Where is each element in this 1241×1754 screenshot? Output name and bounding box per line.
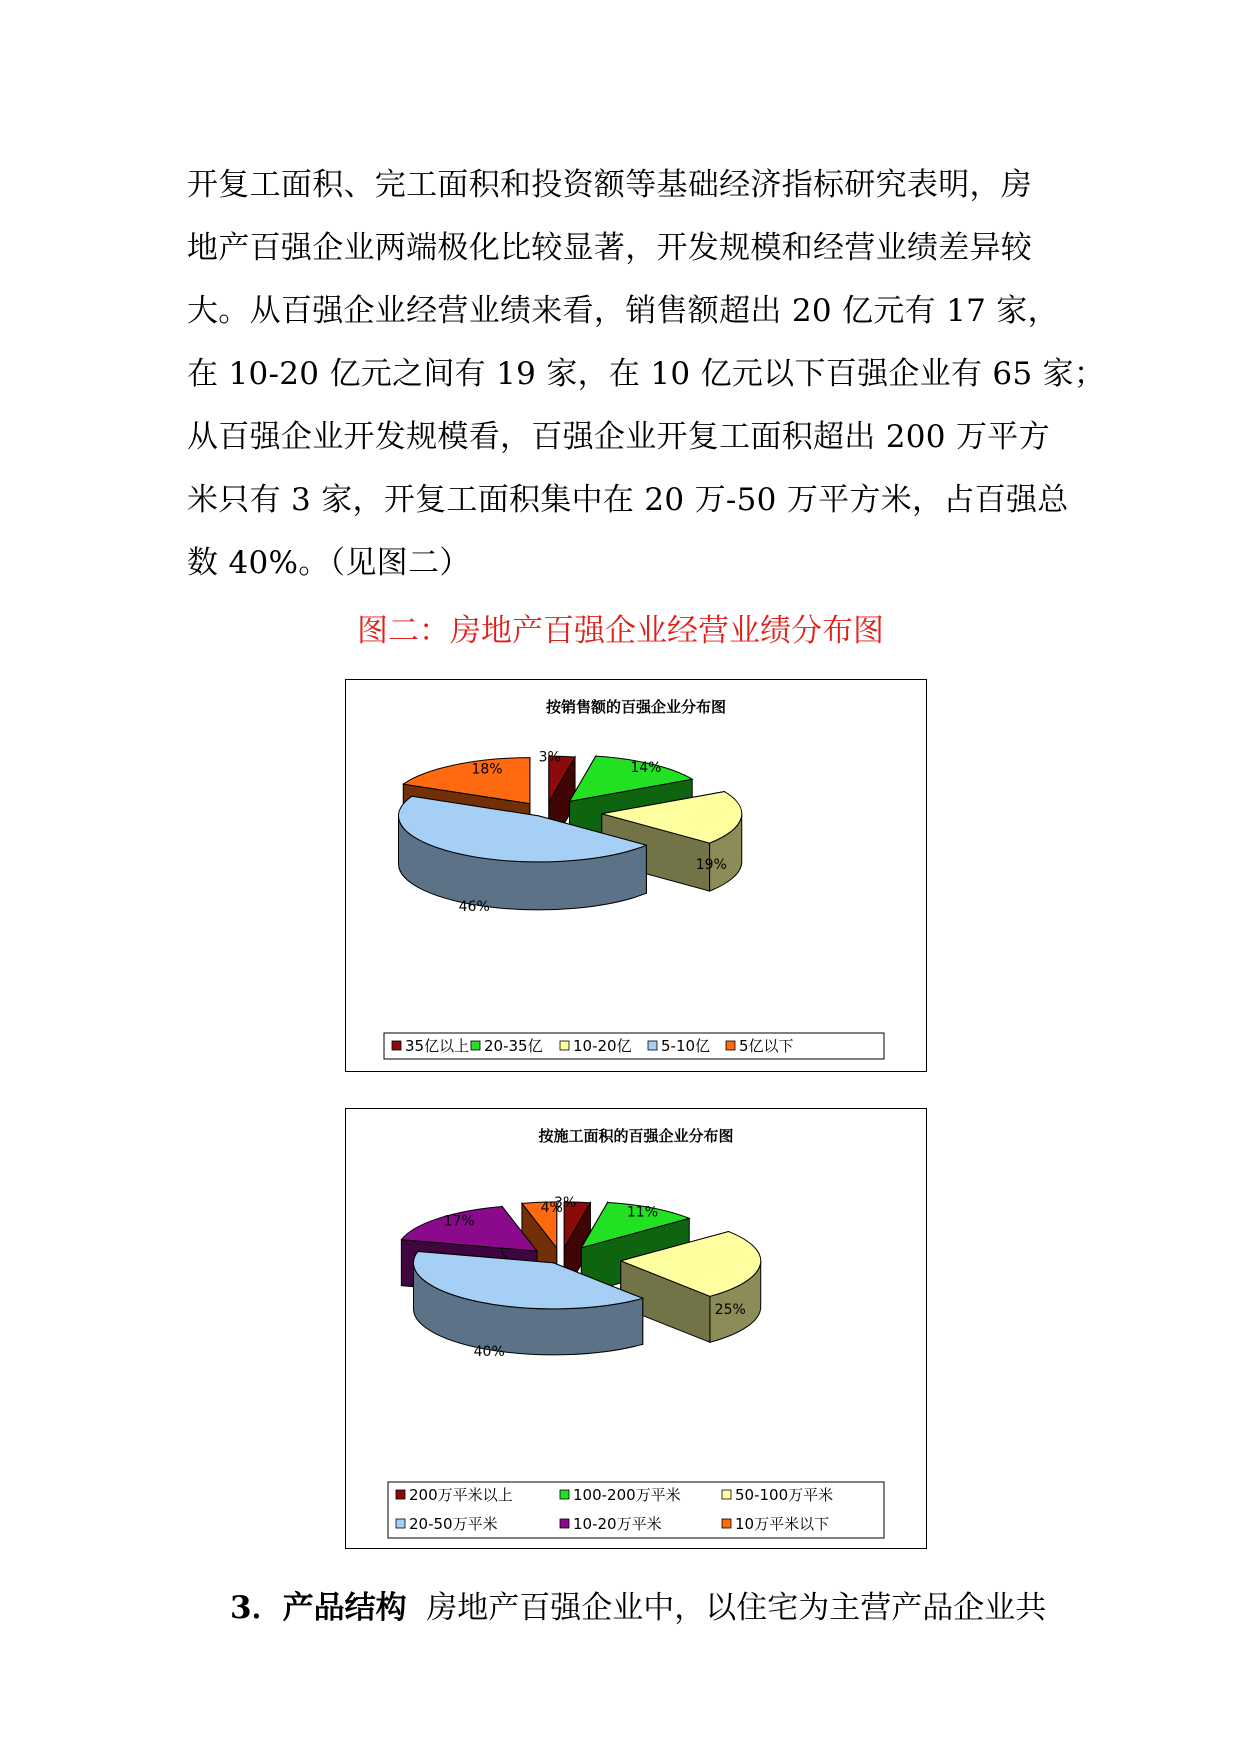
chart-title: 按施工面积的百强企业分布图: [538, 1127, 734, 1145]
legend-swatch: [560, 1519, 569, 1528]
paragraph-line: 从百强企业开发规模看，百强企业开复工面积超出 200 万平方: [187, 419, 1050, 455]
paragraph-line: 数 40%。（见图二）: [187, 545, 471, 581]
legend-entry: 10万平米以下: [735, 1515, 830, 1533]
legend-swatch: [726, 1041, 735, 1050]
chart-title: 按销售额的百强企业分布图: [545, 698, 727, 716]
legend-entry: 200万平米以上: [409, 1486, 513, 1504]
legend-swatch: [560, 1041, 569, 1050]
body-paragraph: [187, 154, 1106, 595]
paragraph-line: 开复工面积、完工面积和投资额等基础经济指标研究表明，房: [187, 167, 1033, 203]
pie-slice-label: 17%: [443, 1213, 475, 1230]
pie-slice-label: 19%: [695, 856, 727, 873]
pie-slice-label: 3%: [554, 1195, 577, 1212]
section-text: 房地产百强企业中，以住宅为主营产品企业共: [426, 1590, 1047, 1626]
paragraph-line: 大。从百强企业经营业绩来看，销售额超出 20 亿元有 17 家，: [187, 293, 1059, 329]
legend-swatch: [560, 1490, 569, 1499]
legend-entry: 10-20亿: [573, 1037, 632, 1055]
legend-swatch: [722, 1519, 731, 1528]
pie-slice-label: 25%: [714, 1302, 746, 1319]
legend-entry: 20-50万平米: [409, 1515, 498, 1533]
legend-swatch: [471, 1041, 480, 1050]
pie-slice-label: 4%: [540, 1200, 563, 1217]
pie-slice-label: 46%: [458, 899, 490, 916]
legend-swatch: [392, 1041, 401, 1050]
pie-slice-label: 18%: [471, 761, 503, 778]
sales-pie-svg: [346, 680, 926, 1071]
legend-entry: 5-10亿: [661, 1037, 711, 1055]
legend-entry: 5亿以下: [739, 1037, 794, 1055]
chart-legend: [388, 1482, 884, 1538]
legend-swatch: [396, 1519, 405, 1528]
pie-slice-label: 3%: [538, 749, 561, 766]
legend-swatch: [648, 1041, 657, 1050]
legend-entry: 100-200万平米: [573, 1486, 681, 1504]
pie-slice-label: 40%: [473, 1344, 505, 1361]
paragraph-line: 地产百强企业两端极化比较显著，开发规模和经营业绩差异较: [187, 230, 1033, 266]
legend-swatch: [396, 1490, 405, 1499]
section-heading: [230, 1583, 1046, 1633]
pie-slice-label: 11%: [626, 1204, 659, 1221]
legend-entry: 10-20万平米: [573, 1515, 662, 1533]
chart-legend: [384, 1033, 884, 1059]
paragraph-line: 米只有 3 家，开复工面积集中在 20 万-50 万平方米，占百强总: [187, 482, 1069, 518]
paragraph-line: 在 10-20 亿元之间有 19 家，在 10 亿元以下百强企业有 65 家；: [187, 356, 1106, 392]
section-title: 产品结构: [282, 1590, 407, 1626]
legend-entry: 50-100万平米: [735, 1486, 834, 1504]
area-pie-chart: [345, 1108, 927, 1549]
legend-entry: 20-35亿: [484, 1037, 543, 1055]
pie-slice-label: 14%: [630, 760, 662, 777]
area-pie-svg: [346, 1109, 926, 1548]
section-number: 3．: [230, 1590, 283, 1626]
legend-swatch: [722, 1490, 731, 1499]
figure-title: 图二：房地产百强企业经营业绩分布图: [357, 613, 884, 649]
legend-entry: 35亿以上: [405, 1037, 470, 1055]
sales-pie-chart: [345, 679, 927, 1072]
